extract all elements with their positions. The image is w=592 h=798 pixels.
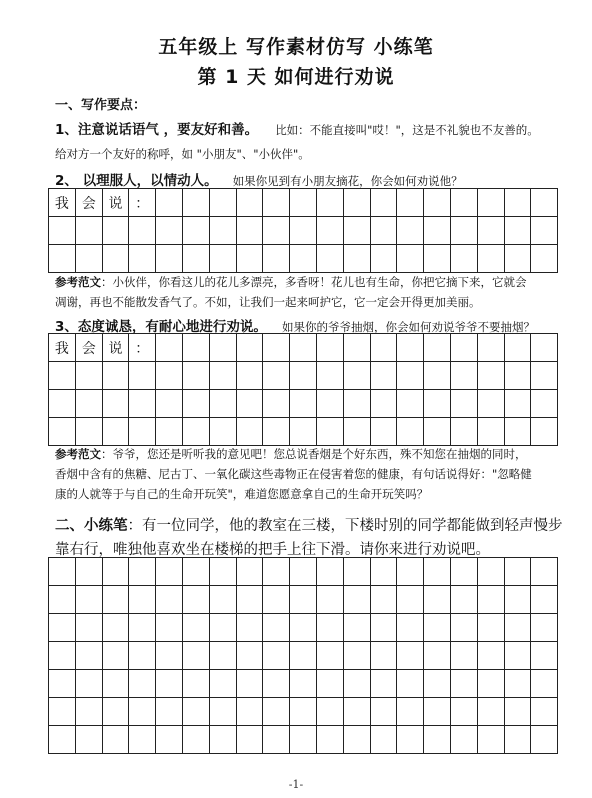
grid-cell	[209, 390, 236, 418]
grid-cell	[316, 558, 343, 586]
grid-cell	[209, 418, 236, 446]
grid-cell	[102, 642, 129, 670]
ref-label: 参考范文	[55, 447, 101, 461]
section2-line1: 二、小练笔：有一位同学，他的教室在三楼，下楼时别的同学都能做到轻声慢步	[55, 518, 563, 534]
grid-cell	[450, 726, 477, 754]
grid-cell	[477, 614, 504, 642]
grid-cell	[49, 670, 76, 698]
grid-cell	[397, 586, 424, 614]
grid-cell	[75, 390, 102, 418]
grid-cell	[450, 614, 477, 642]
grid-cell	[263, 586, 290, 614]
grid-cell	[236, 558, 263, 586]
grid-cell	[102, 362, 129, 390]
grid-cell	[370, 245, 397, 273]
grid-cell	[531, 726, 558, 754]
grid-cell	[424, 698, 451, 726]
grid-cell	[343, 642, 370, 670]
grid-cell	[316, 245, 343, 273]
grid-cell	[343, 698, 370, 726]
grid-cell	[343, 390, 370, 418]
grid-cell	[424, 217, 451, 245]
grid-cell	[450, 642, 477, 670]
grid-cell	[343, 189, 370, 217]
grid-cell	[424, 362, 451, 390]
grid-cell	[156, 726, 183, 754]
grid-cell	[182, 245, 209, 273]
grid-cell	[477, 334, 504, 362]
grid-cell	[290, 586, 317, 614]
grid-cell	[477, 362, 504, 390]
grid-cell	[156, 390, 183, 418]
grid-cell	[156, 189, 183, 217]
grid-cell	[504, 698, 531, 726]
grid-cell	[450, 334, 477, 362]
grid-cell	[531, 245, 558, 273]
grid-cell	[531, 362, 558, 390]
grid-cell	[129, 586, 156, 614]
grid-cell	[102, 698, 129, 726]
grid-cell	[156, 558, 183, 586]
grid-cell	[75, 642, 102, 670]
grid-cell	[397, 362, 424, 390]
grid-cell	[182, 558, 209, 586]
grid-cell	[531, 642, 558, 670]
grid-cell	[129, 726, 156, 754]
grid-cell	[102, 418, 129, 446]
grid-cell	[290, 726, 317, 754]
grid-cell	[397, 217, 424, 245]
grid-cell	[477, 670, 504, 698]
grid-cell	[316, 334, 343, 362]
grid-cell	[263, 642, 290, 670]
grid-cell	[49, 642, 76, 670]
grid-cell	[75, 614, 102, 642]
grid-cell	[49, 698, 76, 726]
grid-cell	[450, 245, 477, 273]
grid-cell	[75, 586, 102, 614]
grid-cell	[504, 670, 531, 698]
grid-cell	[397, 614, 424, 642]
point1-note-line2: 给对方一个友好的称呼，如 "小朋友"、"小伙伴"。	[55, 147, 310, 161]
grid-cell	[397, 245, 424, 273]
grid-cell	[182, 614, 209, 642]
grid-cell	[424, 334, 451, 362]
grid-cell	[531, 217, 558, 245]
grid-cell: 我	[49, 189, 76, 217]
grid-cell	[504, 418, 531, 446]
grid-cell	[316, 726, 343, 754]
grid-cell	[129, 642, 156, 670]
grid-cell	[477, 726, 504, 754]
grid-cell	[182, 334, 209, 362]
grid-cell	[209, 586, 236, 614]
grid-cell	[263, 698, 290, 726]
grid-cell	[504, 558, 531, 586]
grid-cell	[49, 586, 76, 614]
point1-row	[55, 118, 539, 138]
grid-cell	[397, 418, 424, 446]
grid-cell	[343, 334, 370, 362]
grid-cell	[209, 558, 236, 586]
grid-cell	[316, 642, 343, 670]
grid-cell: 我	[49, 334, 76, 362]
grid-cell	[290, 698, 317, 726]
grid-cell	[477, 245, 504, 273]
grid-cell	[424, 558, 451, 586]
grid-cell	[102, 670, 129, 698]
grid-cell	[290, 670, 317, 698]
grid-cell	[290, 418, 317, 446]
grid-cell	[424, 726, 451, 754]
grid-cell	[370, 418, 397, 446]
grid-cell	[129, 558, 156, 586]
grid-cell	[75, 362, 102, 390]
grid-cell	[263, 670, 290, 698]
grid-cell	[477, 558, 504, 586]
grid-cell	[316, 390, 343, 418]
grid-cell	[397, 558, 424, 586]
grid-cell	[156, 245, 183, 273]
writing-grid-1	[48, 188, 558, 273]
grid-cell	[102, 217, 129, 245]
grid-cell	[290, 390, 317, 418]
grid-cell	[156, 217, 183, 245]
grid-cell	[370, 334, 397, 362]
grid-cell	[209, 614, 236, 642]
grid-cell	[182, 189, 209, 217]
grid-cell	[49, 614, 76, 642]
point3-heading: 3、态度诚恳，有耐心地进行劝说。	[55, 319, 267, 335]
grid-cell	[209, 362, 236, 390]
grid-cell	[75, 418, 102, 446]
grid-cell	[504, 614, 531, 642]
grid-cell	[343, 245, 370, 273]
grid-cell	[450, 362, 477, 390]
grid-cell	[397, 670, 424, 698]
grid-cell	[397, 726, 424, 754]
grid-cell	[290, 334, 317, 362]
grid-cell	[209, 726, 236, 754]
grid-cell	[182, 670, 209, 698]
grid-cell	[209, 670, 236, 698]
grid-cell	[156, 614, 183, 642]
grid-cell	[450, 558, 477, 586]
grid-cell	[156, 334, 183, 362]
point2-heading: 2、 以理服人，以情动人。	[55, 173, 218, 189]
ref-essay-1-line2: 凋谢，再也不能散发香气了。不如，让我们一起来呵护它，它一定会开得更加美丽。	[55, 295, 481, 309]
ref-label: 参考范文	[55, 275, 101, 289]
grid-cell	[397, 189, 424, 217]
writing-grid-3	[48, 557, 558, 754]
point3-note: 如果你的爷爷抽烟，你会如何劝说爷爷不要抽烟？	[282, 320, 535, 334]
grid-cell	[263, 418, 290, 446]
grid-cell	[102, 586, 129, 614]
grid-cell	[129, 670, 156, 698]
grid-cell	[343, 614, 370, 642]
grid-cell	[209, 245, 236, 273]
ref-essay-1-line1: 参考范文：小伙伴，你看这儿的花儿多漂亮，多香呀！花儿也有生命，你把它摘下来，它就会	[55, 275, 527, 289]
page-number: -1-	[288, 778, 304, 791]
grid-cell	[450, 670, 477, 698]
grid-cell	[316, 189, 343, 217]
page-title: 五年级上 写作素材仿写 小练笔	[158, 36, 434, 58]
grid-cell	[129, 362, 156, 390]
grid-cell	[450, 418, 477, 446]
grid-cell	[156, 642, 183, 670]
grid-cell	[316, 670, 343, 698]
grid-cell	[49, 418, 76, 446]
grid-cell	[236, 334, 263, 362]
grid-cell	[290, 362, 317, 390]
grid-cell	[397, 334, 424, 362]
grid-cell	[102, 614, 129, 642]
grid-cell	[531, 586, 558, 614]
grid-cell	[316, 698, 343, 726]
grid-cell	[397, 390, 424, 418]
ref-essay-2-line2: 香烟中含有的焦糖、尼古丁、一氧化碳这些毒物正在侵害着您的健康，有句话说得好："忽略健	[55, 467, 532, 481]
grid-cell	[209, 698, 236, 726]
grid-cell	[450, 586, 477, 614]
grid-cell	[450, 698, 477, 726]
grid-cell	[531, 390, 558, 418]
grid-cell	[102, 390, 129, 418]
grid-cell	[477, 418, 504, 446]
grid-cell	[477, 217, 504, 245]
writing-grid-2	[48, 333, 558, 446]
point1-heading: 1、注意说话语气 ，要友好和善。	[55, 122, 259, 138]
grid-cell	[263, 614, 290, 642]
grid-cell	[290, 245, 317, 273]
grid-cell	[316, 586, 343, 614]
grid-cell	[263, 245, 290, 273]
grid-cell	[424, 418, 451, 446]
grid-cell	[504, 586, 531, 614]
grid-cell	[316, 418, 343, 446]
ref-essay-2-line1: 参考范文：爷爷，您还是听听我的意见吧！您总说香烟是个好东西，殊不知您在抽烟的同时，	[55, 447, 527, 461]
grid-cell	[531, 614, 558, 642]
grid-cell	[424, 642, 451, 670]
grid-cell	[129, 614, 156, 642]
grid-cell	[424, 390, 451, 418]
grid-cell	[236, 362, 263, 390]
section2-heading: 二、小练笔	[55, 518, 128, 534]
grid-cell	[263, 390, 290, 418]
grid-cell	[316, 217, 343, 245]
grid-cell	[450, 390, 477, 418]
grid-cell	[236, 698, 263, 726]
grid-cell	[209, 189, 236, 217]
grid-cell	[75, 245, 102, 273]
grid-cell	[182, 698, 209, 726]
grid-cell	[129, 418, 156, 446]
grid-cell	[424, 245, 451, 273]
grid-cell	[504, 390, 531, 418]
grid-cell	[477, 586, 504, 614]
grid-cell: 会	[75, 189, 102, 217]
grid-cell	[343, 558, 370, 586]
grid-cell: 说	[102, 334, 129, 362]
grid-cell	[504, 189, 531, 217]
grid-cell	[49, 390, 76, 418]
grid-cell	[343, 418, 370, 446]
grid-cell	[209, 217, 236, 245]
ref-essay-2-line3: 康的人就等于与自己的生命开玩笑"，难道您愿意拿自己的生命开玩笑吗？	[55, 487, 429, 501]
grid-cell	[370, 726, 397, 754]
grid-cell	[236, 390, 263, 418]
grid-cell	[531, 558, 558, 586]
grid-cell	[531, 418, 558, 446]
page-subtitle: 第 1 天 如何进行劝说	[197, 66, 395, 88]
grid-cell	[156, 698, 183, 726]
grid-cell	[156, 586, 183, 614]
grid-cell	[477, 642, 504, 670]
grid-cell	[504, 642, 531, 670]
grid-cell	[102, 558, 129, 586]
grid-cell	[316, 362, 343, 390]
grid-cell	[477, 390, 504, 418]
grid-cell	[343, 586, 370, 614]
grid-cell	[75, 670, 102, 698]
point3-row	[55, 315, 535, 335]
grid-cell	[370, 642, 397, 670]
grid-cell: ：	[129, 189, 156, 217]
grid-cell	[236, 586, 263, 614]
grid-cell	[290, 642, 317, 670]
grid-cell	[343, 217, 370, 245]
grid-cell	[236, 726, 263, 754]
grid-cell	[182, 217, 209, 245]
grid-cell	[49, 726, 76, 754]
grid-cell	[236, 670, 263, 698]
grid-cell	[343, 726, 370, 754]
grid-cell	[236, 418, 263, 446]
grid-cell	[49, 558, 76, 586]
point2-note: 如果你见到有小朋友摘花，你会如何劝说他？	[232, 174, 463, 188]
grid-cell	[236, 642, 263, 670]
grid-cell	[531, 334, 558, 362]
grid-cell	[370, 390, 397, 418]
point1-note: 比如：不能直接叫"哎！"，这是不礼貌也不友善的。	[275, 123, 539, 137]
grid-cell	[504, 726, 531, 754]
grid-cell	[450, 189, 477, 217]
grid-cell	[290, 558, 317, 586]
grid-cell	[531, 189, 558, 217]
grid-cell	[290, 614, 317, 642]
grid-cell	[370, 362, 397, 390]
grid-cell	[236, 245, 263, 273]
grid-cell	[263, 558, 290, 586]
grid-cell	[263, 362, 290, 390]
grid-cell	[49, 245, 76, 273]
grid-cell	[75, 726, 102, 754]
grid-cell	[182, 642, 209, 670]
grid-cell	[263, 217, 290, 245]
grid-cell	[531, 698, 558, 726]
grid-cell	[370, 217, 397, 245]
grid-cell	[182, 726, 209, 754]
grid-cell	[370, 670, 397, 698]
grid-cell	[182, 390, 209, 418]
section2-line2: 靠右行，唯独他喜欢坐在楼梯的把手上往下滑。请你来进行劝说吧。	[55, 542, 490, 558]
point2-row	[55, 169, 463, 189]
grid-cell	[370, 586, 397, 614]
grid-cell	[182, 586, 209, 614]
grid-cell	[477, 189, 504, 217]
grid-cell	[75, 558, 102, 586]
grid-cell	[370, 614, 397, 642]
grid-cell	[236, 189, 263, 217]
grid-cell	[129, 390, 156, 418]
grid-cell	[424, 586, 451, 614]
grid-cell	[290, 189, 317, 217]
grid-cell	[370, 189, 397, 217]
grid-cell	[75, 698, 102, 726]
grid-cell	[129, 698, 156, 726]
grid-cell	[424, 189, 451, 217]
grid-cell	[75, 217, 102, 245]
grid-cell	[236, 217, 263, 245]
grid-cell	[209, 334, 236, 362]
grid-cell: 说	[102, 189, 129, 217]
grid-cell	[531, 670, 558, 698]
grid-cell	[263, 189, 290, 217]
grid-cell	[156, 418, 183, 446]
grid-cell	[316, 614, 343, 642]
grid-cell	[102, 245, 129, 273]
section1-heading: 一、写作要点：	[55, 98, 147, 113]
grid-cell	[209, 642, 236, 670]
grid-cell	[397, 642, 424, 670]
grid-cell	[156, 670, 183, 698]
grid-cell	[504, 334, 531, 362]
grid-cell	[397, 698, 424, 726]
grid-cell	[370, 558, 397, 586]
grid-cell: 会	[75, 334, 102, 362]
grid-cell	[263, 334, 290, 362]
grid-cell	[477, 698, 504, 726]
grid-cell	[129, 245, 156, 273]
grid-cell	[504, 362, 531, 390]
grid-cell	[129, 217, 156, 245]
grid-cell	[49, 362, 76, 390]
grid-cell	[424, 614, 451, 642]
grid-cell	[182, 362, 209, 390]
grid-cell	[504, 245, 531, 273]
grid-cell	[504, 217, 531, 245]
grid-cell	[49, 217, 76, 245]
grid-cell	[450, 217, 477, 245]
grid-cell	[156, 362, 183, 390]
grid-cell: ：	[129, 334, 156, 362]
grid-cell	[290, 217, 317, 245]
grid-cell	[343, 362, 370, 390]
grid-cell	[236, 614, 263, 642]
grid-cell	[370, 698, 397, 726]
grid-cell	[182, 418, 209, 446]
grid-cell	[263, 726, 290, 754]
grid-cell	[343, 670, 370, 698]
grid-cell	[424, 670, 451, 698]
grid-cell	[102, 726, 129, 754]
